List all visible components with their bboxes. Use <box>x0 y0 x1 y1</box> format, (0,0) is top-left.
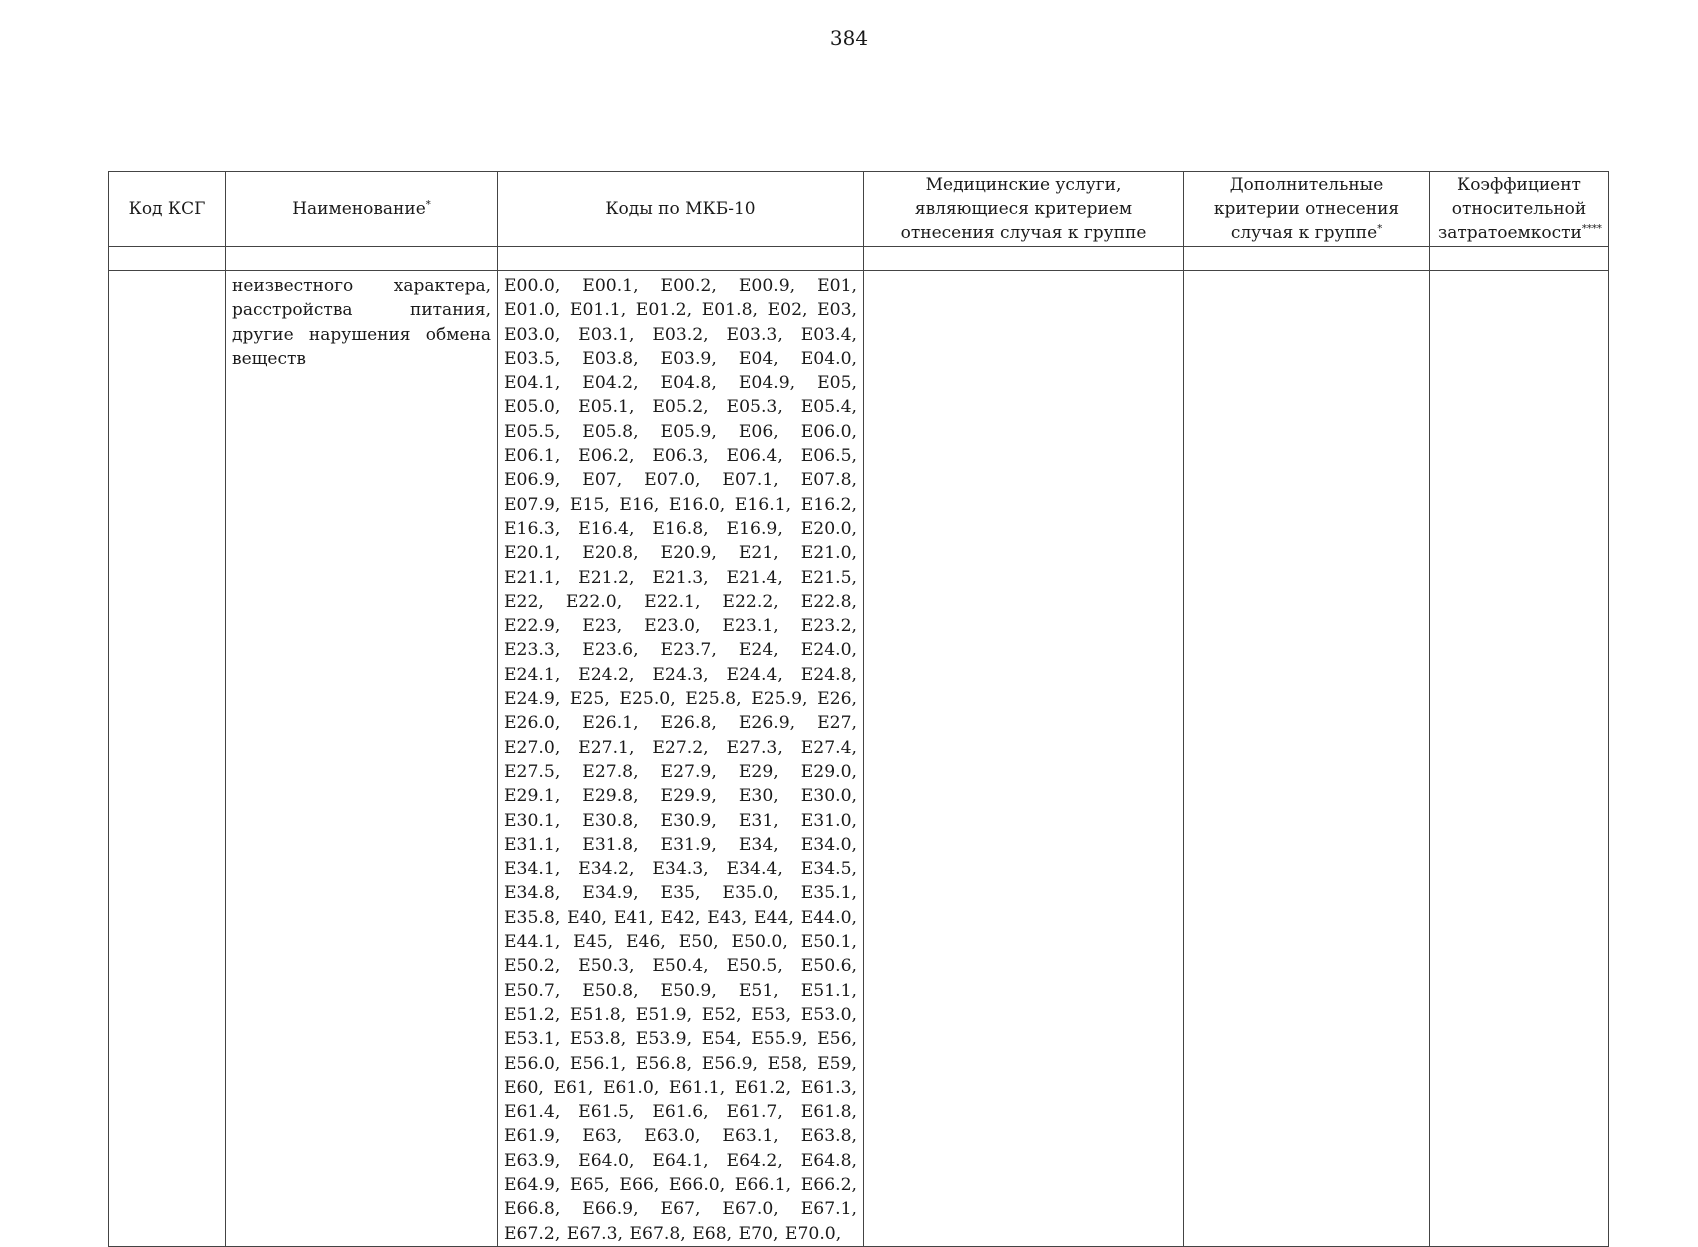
header-ksg-code: Код КСГ <box>109 172 226 247</box>
cell-medical-services <box>864 271 1184 1247</box>
footnote-mark: **** <box>1581 223 1602 235</box>
ksg-table <box>108 171 1609 1247</box>
spacer-cell <box>226 247 498 271</box>
header-icd-codes: Коды по МКБ-10 <box>498 172 864 247</box>
header-medical-services: Медицинские услуги, являющиеся критерием отнесения случая к группе <box>864 172 1184 247</box>
header-additional-criteria: Дополнительные критерии отнесения случая к группе* <box>1184 172 1430 247</box>
cell-ksg-code <box>109 271 226 1247</box>
spacer-cell <box>864 247 1184 271</box>
header-name: Наименование* <box>226 172 498 247</box>
spacer-cell <box>109 247 226 271</box>
page-number: 384 <box>829 26 869 50</box>
footnote-mark: * <box>1377 223 1383 235</box>
spacer-cell <box>498 247 864 271</box>
cell-icd-codes: E00.0, E00.1, E00.2, E00.9, E01, E01.0, E01.1, E01.2, E01.8, E02, E03, E03.0, E03.1, E03.2, E03.3, E03.4, E03.5, E03.8, E03.9, E04, E04.0, E04.1, E04.2, E04.8, E04.9, E05, E05.0, E05.1, E05.2, E05.3, E05.4, E05.5, E05.8, E05.9, E06, E06.0, E06.1, E06.2, E06.3, E06.4, E06.5, E06.9, E07, E07.0, E07.1, E07.8, E07.9, E15, E16, E16.0, E16.1, E16.2, E16.3, E16.4, E16.8, E16.9, E20.0, E20.1, E20.8, E20.9, E21, E21.0, E21.1, E21.2, E21.3, E21.4, E21.5, E22, E22.0, E22.1, E22.2, E22.8, E22.9, E23, E23.0, E23.1, E23.2, E23.3, E23.6, E23.7, E24, E24.0, E24.1, E24.2, E24.3, E24.4, E24.8, E24.9, E25, E25.0, E25.8, E25.9, E26, E26.0, E26.1, E26.8, E26.9, E27, E27.0, E27.1, E27.2, E27.3, E27.4, E27.5, E27.8, E27.9, E29, E29.0, E29.1, E29.8, E29.9, E30, E30.0, E30.1, E30.8, E30.9, E31, E31.0, E31.1, E31.8, E31.9, E34, E34.0, E34.1, E34.2, E34.3, E34.4, E34.5, E34.8, E34.9, E35, E35.0, E35.1, E35.8, E40, E41, E42, E43, E44, E44.0, E44.1, E45, E46, E50, E50.0, E50.1, E50.2, E50.3, E50.4, E50.5, E50.6, E50.7, E50.8, E50.9, E51, E51.1, E51.2, E51.8, E51.9, E52, E53, E53.0, E53.1, E53.8, E53.9, E54, E55.9, E56, E56.0, E56.1, E56.8, E56.9, E58, E59, E60, E61, E61.0, E61.1, E61.2, E61.3, E61.4, E61.5, E61.6, E61.7, E61.8, E61.9, E63, E63.0, E63.1, E63.8, E63.9, E64.0, E64.1, E64.2, E64.8, E64.9, E65, E66, E66.0, E66.1, E66.2, E66.8, E66.9, E67, E67.0, E67.1, E67.2, E67.3, E67.8, E68, E70, E70.0, <box>498 271 864 1247</box>
table-spacer-row <box>109 247 1609 271</box>
spacer-cell <box>1430 247 1609 271</box>
cell-additional-criteria <box>1184 271 1430 1247</box>
footnote-mark: * <box>425 199 431 211</box>
table-header-row <box>109 172 1609 247</box>
table-row <box>109 271 1609 1247</box>
cell-name: неизвестного характера, расстройства питания, другие нарушения обмена веществ <box>226 271 498 1247</box>
cell-coefficient <box>1430 271 1609 1247</box>
header-coefficient: Коэффициент относительной затратоемкости**** <box>1430 172 1609 247</box>
spacer-cell <box>1184 247 1430 271</box>
